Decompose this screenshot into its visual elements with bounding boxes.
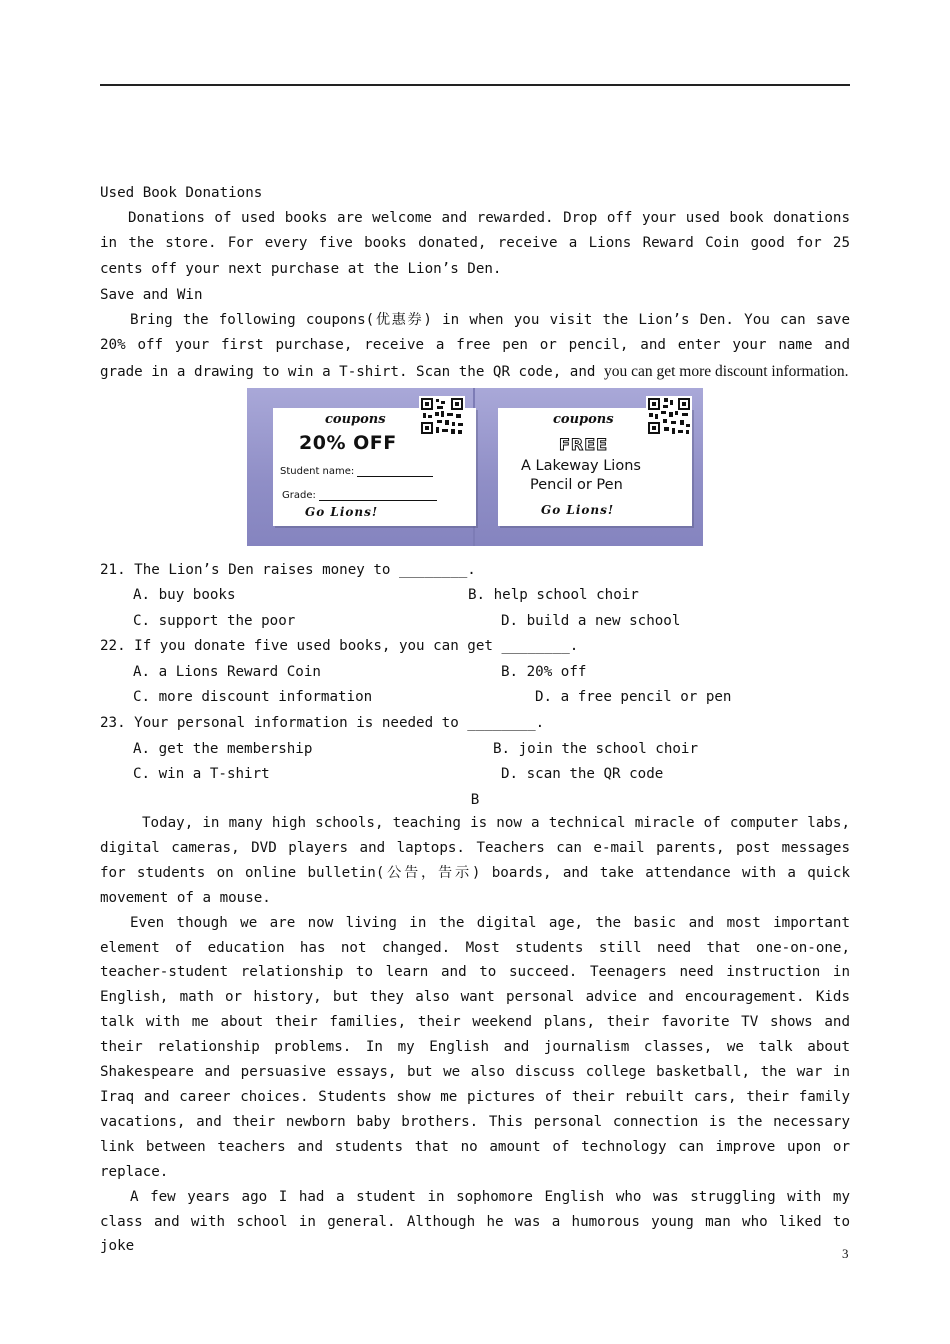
section-text-used-book-donations — [100, 206, 850, 282]
coupon-title: coupons — [325, 412, 386, 427]
grade-field — [282, 490, 437, 501]
question-option: C. win a T-shirt — [133, 766, 270, 782]
coupon-offer: 20% OFF — [299, 432, 397, 454]
question-option: B. help school choir — [468, 587, 639, 603]
coupon-slogan: Go Lions! — [541, 503, 615, 517]
part-b-passage — [100, 811, 850, 1259]
coupon-slogan: Go Lions! — [305, 505, 379, 519]
paragraph-text: Bring the following coupons(优惠券) in when you visit the Lion’s Den. You can save 20% off your first purchase, receive a free pen or pencil, and enter your name and grade in a drawing to win a T-shirt. Scan the QR code, and — [100, 312, 850, 380]
paragraph: Even though we are now living in the digital age, the basic and most important element of education has not changed. Most students still need that one-on-one, teacher-student relationship to learn and to succeed. Teenagers need instruction in English, math or history, but they also want personal advice and encouragement. Kids talk with me about their families, their weekend plans, their favorite TV shows and their relationship problems. In my English and journalism classes, we talk about Shakespeare and persuasive essays, but we also discuss college basketball, the war in Iraq and career choices. Students show me pictures of their rebuilt cars, their family vacations, and their newborn baby brothers. This personal connection is the necessary link between teachers and students that no amount of technology can improve upon or replace. — [100, 914, 850, 1180]
paragraph: Today, in many high schools, teaching is now a technical miracle of computer labs, digital cameras, DVD players and laptops. Teachers can e-mail parents, post messages for students on online bulletin(公告，告示) boards, and take attendance with a quick movement of a mouse. — [100, 815, 850, 906]
coupon-line2: Pencil or Pen — [530, 477, 623, 493]
question-option: D. scan the QR code — [501, 766, 664, 782]
student-name-label: Student name: — [280, 466, 355, 477]
blank-line — [319, 500, 437, 501]
coupon-line1: A Lakeway Lions — [521, 458, 641, 474]
question-stem: 23. Your personal information is needed to ________. — [100, 715, 545, 731]
question-option: C. more discount information — [133, 689, 373, 705]
question-option: D. build a new school — [501, 613, 681, 629]
question-option: B. 20% off — [501, 664, 587, 680]
blank-line — [357, 476, 433, 477]
paragraph-tail: you can get more discount information. — [603, 362, 849, 380]
section-heading-save-and-win: Save and Win — [100, 287, 203, 303]
part-b-label: B — [470, 792, 480, 808]
coupon-free-pencil — [498, 408, 692, 526]
question-option: D. a free pencil or pen — [535, 689, 732, 705]
page-number: 3 — [842, 1246, 849, 1261]
question-stem: 21. The Lion’s Den raises money to ________. — [100, 562, 476, 578]
question-option: A. get the membership — [133, 741, 313, 757]
header-rule — [100, 84, 850, 86]
question-stem: 22. If you donate five used books, you can get ________. — [100, 638, 579, 654]
grade-label: Grade: — [282, 490, 316, 501]
student-name-field — [280, 466, 433, 477]
question-option: B. join the school choir — [493, 741, 698, 757]
section-heading-used-book-donations: Used Book Donations — [100, 185, 263, 201]
coupon-offer: FREE — [559, 435, 609, 454]
qr-code-icon — [646, 396, 692, 436]
paragraph — [100, 308, 850, 385]
section-text-save-and-win — [100, 308, 850, 385]
qr-code-icon — [419, 396, 465, 436]
question-option: C. support the poor — [133, 613, 296, 629]
paragraph: A few years ago I had a student in sophomore English who was struggling with my class and with school in general. Although he was a humorous young man who liked to joke — [100, 1188, 850, 1255]
coupons-image — [247, 388, 703, 546]
coupon-20-off — [273, 408, 476, 526]
coupon-title: coupons — [553, 412, 614, 427]
question-option: A. buy books — [133, 587, 236, 603]
paragraph: Donations of used books are welcome and rewarded. Drop off your used book donations in the store. For every five books donated, receive a Lions Reward Coin good for 25 cents off your next purchase at the Lion’s Den. — [100, 210, 850, 277]
question-option: A. a Lions Reward Coin — [133, 664, 321, 680]
